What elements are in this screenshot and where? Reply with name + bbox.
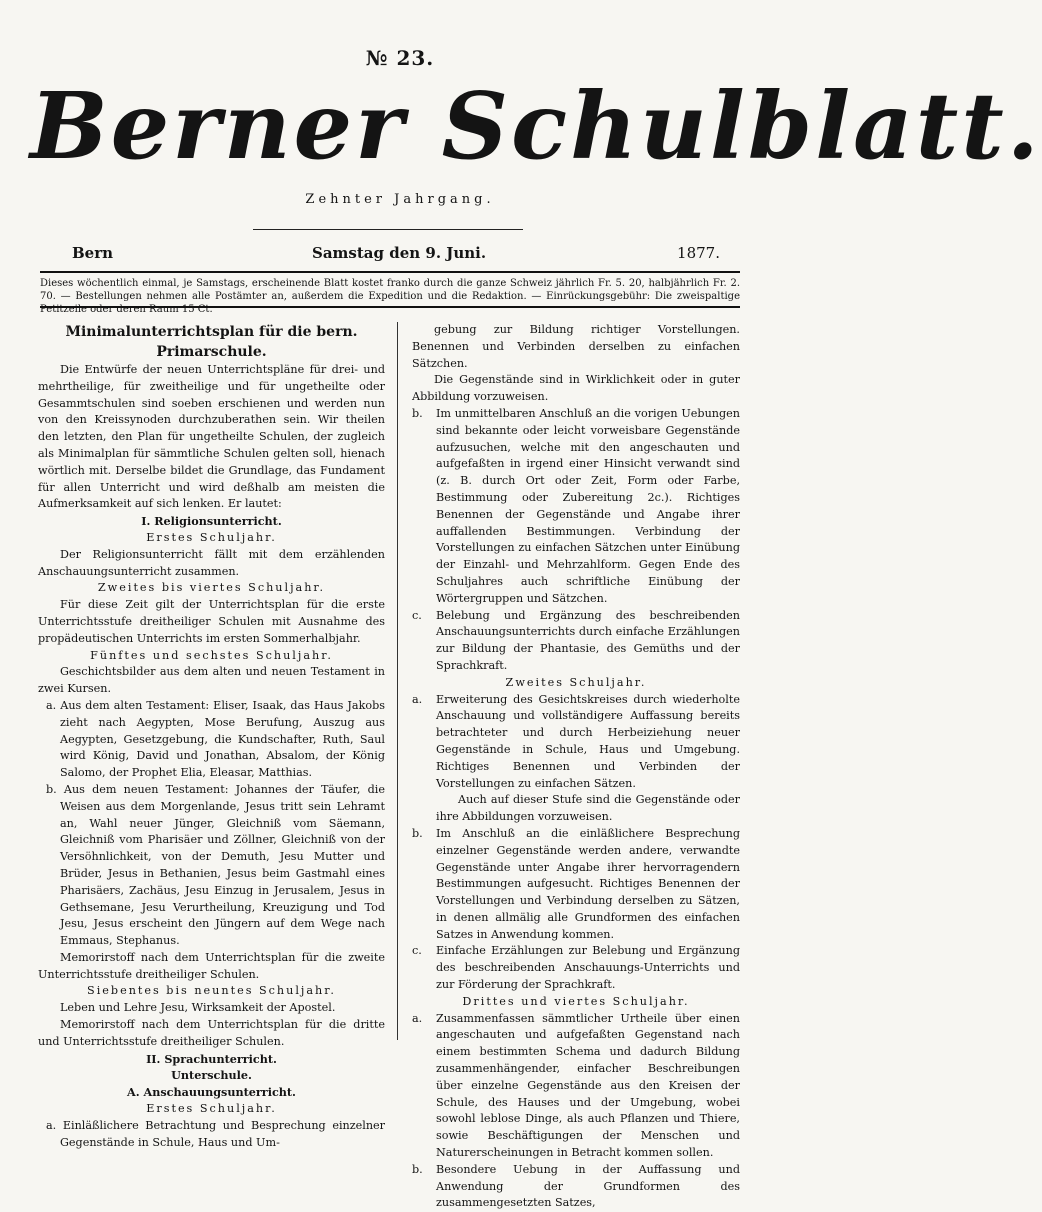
title-divider [253, 229, 523, 230]
list-text: Einfache Erzählungen zur Belebung und Ergänzung des beschreibenden Anschauungs-Unterrichts und zur Förderung der Sprachkraft. [436, 944, 740, 992]
header-rule-top [40, 271, 740, 273]
list-item: b. Aus dem neuen Testament: Johannes der Täufer, die Weisen aus dem Morgenlande, Jesus tritt sein Lehramt an, Wahl neuer Jünger, Gleichniß vom Säemann, Gleichniß vom Pharisäer und Zöllner, Gleichniß von der Versöhnlichkeit, von der Demuth, Jesu Mutter und Brüder, Jesus in Bethanien, Jesus beim Gastmahl eines Pharisäers, Zachäus, Jesu Einzug in Jerusalem, Jesus in Gethsemane, Jesu Verurtheilung, Kreuzigung und Tod Jesu, Jesus erscheint den Jüngern auf dem Wege nach Emmaus, Stephanus. [46, 782, 385, 948]
dateline [72, 244, 720, 266]
list-label: a. [412, 1011, 423, 1025]
list-item [412, 608, 740, 675]
subsection-heading: Siebentes bis neuntes Schuljahr. [87, 984, 336, 998]
list-label: a. [412, 692, 423, 706]
list-label: c. [412, 944, 422, 958]
place-name: Bern [72, 244, 114, 262]
subscription-notice: Dieses wöchentlich einmal, je Samstags, erscheinende Blatt kostet franko durch die ganze Schweiz jährlich Fr. 5. 20, halbjährlich Fr. 2. 70. — Bestellungen nehmen alle Postämter an, außerdem die Expedition und die Redaktion. — Einrückungsgebühr: Die zweispaltige Petitzeile oder deren Raum 15 Ct. [40, 278, 740, 315]
header-rule-bottom [40, 306, 740, 308]
article-intro: Die Entwürfe der neuen Unterrichtspläne für drei- und mehrtheilige, für zweitheilige und für ungetheilte oder Gesammtschulen sind soeben erschienen und werden nun von den Kreissynoden durchzuberathen sein. Wir theilen den letzten, den Plan für ungetheilte Schulen, der zugleich als Minimalplan für sämmtliche Schulen gelten soll, hienach wörtlich mit. Derselbe bildet die Grundlage, das Fundament für allen Unterricht und wird deßhalb am meisten die Aufmerksamkeit auf sich lenken. Er lautet: [38, 363, 385, 511]
paragraph: gebung zur Bildung richtiger Vorstellungen. Benennen und Verbinden derselben zu einfachen Sätzchen. [412, 323, 740, 370]
list-item: a. Aus dem alten Testament: Eliser, Isaak, das Haus Jakobs zieht nach Aegypten, Mose Berufung, Auszug aus Aegypten, Gesetzgebung, die Kundschafter, Ruth, Saul wird König, David und Jonathan, Absalom, der König Salomo, der Prophet Elia, Eleasar, Matthias. [46, 698, 385, 780]
list-text: Im Anschluß an die einläßlichere Besprechung einzelner Gegenstände werden andere, verwandte Gegenstände unter Angabe ihrer hervorragendern Bestimmungen aufgesucht. Richtiges Benennen der Vorstellungen und Verbindung derselben zu Sätzen, in denen allmälig alle Grundformen des einfachen Satzes in Anwendung kommen. [436, 826, 740, 941]
paragraph: Der Religionsunterricht fällt mit dem erzählenden Anschauungsunterricht zusammen. [38, 547, 385, 578]
article-title: Minimalunterrichtsplan für die bern. Primarschule. [65, 324, 358, 360]
list-text: Besondere Uebung in der Auffassung und Anwendung der Grundformen des zusammengesetzten Satzes, [436, 1162, 740, 1210]
masthead-title: Berner Schulblatt. [30, 72, 1042, 180]
issue-number: № 23. [365, 46, 435, 70]
list-text: Im unmittelbaren Anschluß an die vorigen Uebungen sind bekannte oder leicht vorweisbare Gegenstände aufzusuchen, welche mit den angeschauten und aufgefaßten in irgend einer Hinsicht verwandt sind (z. B. durch Ort oder Zeit, Form oder Farbe, Bestimmung oder Zubereitung 2c.). Richtiges Benennen der Gegenstände und Angabe ihrer auffallenden Bestimmungen. Verbindung der Vorstellungen zu einfachen Sätzchen unter Einübung der Einzahl- und Mehrzahlform. Gegen Ende des Schuljahres auch schriftliche Einübung der Wörtergruppen und Sätzchen. [436, 406, 740, 605]
list-label: b. [412, 1162, 423, 1176]
issue-date: Samstag den 9. Juni. [312, 244, 487, 262]
left-column [38, 322, 385, 1151]
paragraph: Leben und Lehre Jesu, Wirksamkeit der Apostel. [60, 1001, 336, 1015]
list-item [412, 943, 740, 993]
subsection-heading: Drittes und viertes Schuljahr. [462, 994, 690, 1008]
paragraph: Für diese Zeit gilt der Unterrichtsplan für die erste Unterrichtsstufe dreitheiliger Schulen mit Ausnahme des propädeutischen Unterrichts im ersten Sommerhalbjahr. [38, 598, 385, 645]
section-heading: II. Sprachunterricht. [146, 1051, 277, 1066]
section-heading: I. Religionsunterricht. [141, 514, 282, 529]
paragraph: Geschichtsbilder aus dem alten und neuen Testament in zwei Kursen. [38, 665, 385, 696]
paragraph: Memorirstoff nach dem Unterrichtsplan für die zweite Unterrichtsstufe dreitheiliger Schulen. [38, 950, 385, 981]
list-item [412, 826, 740, 944]
list-item [412, 1011, 740, 1162]
list-label: c. [412, 608, 422, 622]
subsection-heading: Zweites Schuljahr. [505, 675, 647, 689]
list-item [412, 1162, 740, 1212]
subsection-heading: Fünftes und sechstes Schuljahr. [90, 648, 333, 662]
list-item [412, 692, 740, 793]
subsection-heading: A. Anschauungsunterricht. [127, 1085, 296, 1100]
volume-line: Zehnter Jahrgang. [305, 192, 495, 207]
subsection-heading: Zweites bis viertes Schuljahr. [97, 581, 326, 595]
issue-year: 1877. [677, 244, 720, 262]
paragraph: Memorirstoff nach dem Unterrichtsplan für die dritte und Unterrichtsstufe dreitheiliger Schulen. [38, 1018, 385, 1048]
list-text: Erweiterung des Gesichtskreises durch wiederholte Anschauung und vollständigere Auffassung bereits betrachteter und durch Herbeiziehung neuer Gegenstände in Schule, Haus und Umgebung. Richtiges Benennen und Verbinden der Vorstellungen zu einfachen Sätzen. [436, 692, 740, 790]
list-text: Belebung und Ergänzung des beschreibenden Anschauungsunterrichts durch einfache Erzählungen zur Bildung der Phantasie, des Gemüths und der Sprachkraft. [436, 608, 740, 672]
list-item [412, 406, 740, 608]
right-column [412, 322, 740, 1212]
subsection-heading: Erstes Schuljahr. [146, 530, 277, 544]
paragraph: Die Gegenstände sind in Wirklichkeit oder in guter Abbildung vorzuweisen. [412, 373, 740, 404]
column-divider [397, 322, 398, 1040]
list-item: a. Einläßlichere Betrachtung und Besprechung einzelner Gegenstände in Schule, Haus und Um- [46, 1118, 385, 1149]
list-label: b. [412, 826, 423, 840]
subsection-heading: Unterschule. [171, 1068, 252, 1083]
paragraph: Auch auf dieser Stufe sind die Gegenstände oder ihre Abbildungen vorzuweisen. [436, 793, 740, 824]
subsection-heading: Erstes Schuljahr. [146, 1102, 277, 1116]
list-text: Zusammenfassen sämmtlicher Urtheile über einen angeschauten und aufgefaßten Gegenstand nach einem bestimmten Schema und dadurch Bildung zusammenhängender, einfacher Beschreibungen über einzelne Gegenstände aus den Kreisen der Schule, des Hauses und der Umgebung, wobei sowohl leblose Dinge, als auch Pflanzen und Thiere, sowie Beschäftigungen der Menschen und Naturerscheinungen in Betracht kommen sollen. [436, 1011, 740, 1160]
list-label: b. [412, 406, 423, 420]
